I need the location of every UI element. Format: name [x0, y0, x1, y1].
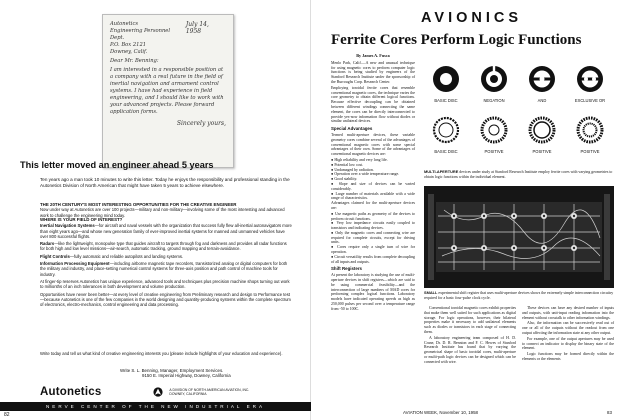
bullet-item: ● Only the magnetic cores and connecting wire are required for complete circuits, except for driving units. [331, 230, 415, 245]
field-item [40, 254, 292, 259]
article-column-1 [331, 54, 415, 313]
subheading: Special Advantages [331, 126, 373, 132]
section-label: AVIONICS [421, 10, 523, 26]
ad-headline: This letter moved an engineer ahead 5 years [20, 160, 214, 170]
positive-ring-diagram [575, 115, 605, 145]
paragraph: At present the laboratory is studying the use of multi-aperture devices in shift registers—which are said to be using commercial feasibility—and the interconnection of large numbers of MAD cores for performing complex logical functions. Laboratory models have indicated operating speeds as high as 250,000 pulses per second over a temperature range from -50 to 100C. [331, 273, 415, 311]
letter-date: July 14, 1958 [185, 21, 209, 35]
caption-text: experimental shift register that uses multi-aperture devices shows the extremely simple interconnection circuitry required for a basic four-pulse clock cycle. [424, 291, 614, 300]
bullet-item: ● Slope and size of devices can be varied considerably. [331, 181, 415, 191]
contact-line: Write S. L. Benning, Manager, Employment Services. [120, 368, 224, 373]
field-lead: Inertial Navigation Systems [40, 223, 95, 229]
north-american-emblem-icon [153, 387, 163, 397]
diagram-label: BASIC DISC [434, 98, 458, 103]
paragraph: Logic functions may be formed directly within the elements or the elements [522, 352, 614, 361]
autonetics-logo [40, 386, 249, 398]
paragraph: These devices can have any desired number of inputs and outputs, with unit-input reading information into the element without crosstalk to other information windings. [522, 306, 614, 320]
bullet-item: ● Cores require only a single turn of wire for operation. [331, 245, 415, 255]
contact-line: 9150 E. Imperial Highway, Downey, California [142, 373, 231, 379]
ad-section-fields [40, 217, 292, 307]
byline: By James A. Fusca [356, 53, 390, 58]
core-diagrams-figure [424, 60, 614, 168]
letter-address-line: Engineering Personnel Dept. [110, 28, 171, 41]
and-core-diagram [527, 64, 557, 94]
field-item [40, 292, 292, 308]
bullet-item: ● Operation over a wide temperature range. [331, 172, 400, 177]
bullet-item: ● Good stability. [331, 177, 358, 182]
letter-salutation: Dear Mr. Benning: [110, 58, 159, 64]
figure-caption [424, 291, 614, 301]
field-text: Opportunities have never been better—at every level of creative engineering from Preliminary research and design to Performance test—because Autonetics is one of the few companies in the world designing and quantity-producing systems within the complete spectrum of electronics, electro-mechanics, control engineering and data processing. [40, 291, 291, 308]
article-column-2 [424, 306, 516, 366]
field-text: At finger-tip reserves Autonetics has unique experience, advanced tools and techniques plus precision machine shops turning out work to millionths of an inch tolerances in both development and volume production. [40, 278, 290, 290]
ad-section-opportunities [40, 202, 292, 218]
paragraph: Also, the information can be successively read out of one or all of the outputs without the readout from one output affecting the information state at any other output. [522, 321, 614, 335]
letter-address [110, 21, 186, 56]
diagram-label: AND [537, 98, 547, 103]
bullet-item: ● Large number of materials available with a wide range of characteristics. [331, 191, 415, 201]
caption-text: devices under study at Stanford Research Institute employ ferrite cores with varying geometries to obtain logic functions within the individual element. [424, 170, 613, 179]
field-item [40, 241, 292, 252]
bullet-item: ● Use magnetic paths as geometry of the devices to perform circuit functions. [331, 211, 415, 221]
field-lead: Flight Controls [40, 253, 70, 259]
diagram-label: EXCLUSIVE OR [574, 98, 606, 103]
bullet-item: ● Circuit versatility results from complete decoupling of all inputs and outputs. [331, 254, 415, 264]
page-number: 82 [4, 412, 10, 418]
write-today-text: Write today and tell us what kind of creative engineering interests you (please include highlights of your education and experience). [40, 351, 283, 356]
letter-body: I am interested in a responsible position at a company with a real future in the field of inertial navigation and armament control systems. I have had experience in field engineering, and I should like to work with your advanced projects. Please forward application forms. [110, 67, 224, 115]
diagram-label: BASIC DISC [434, 149, 458, 154]
bullet-item: ● Very low impedance circuits easily coupled to transistors and indicating devices. [331, 221, 415, 231]
paragraph: Conventional toroidal magnetic cores exhibit properties that make them well suited for such applications as digital storage. For logic operations, however, their bilateral properties make it necessary to add unilateral elements such as diodes or transistors in each stage of connecting them. [424, 306, 516, 334]
publication-source: AVIATION WEEK, November 10, 1958 [403, 410, 478, 415]
field-item [40, 261, 292, 277]
field-lead: Radars [40, 241, 55, 247]
bullet-item: ● High reliability and very long life. [331, 157, 388, 162]
field-text: —like the lightweight, monopulse type that guides aircraft to targets through fog and darkness and provides all radar functions for both high and low level missions—air-search, automatic tracking, ground mapping and terrain-avoidance. [40, 241, 287, 252]
footer-banner: NERVE CENTER OF THE NEW INDUSTRIAL ERA [0, 402, 311, 411]
subheading: Shift Registers [331, 266, 362, 272]
paragraph: Employing toroidal ferrite cores that resemble conventional magnetic cores, the technique varies the core geometry to obtain different logical functions. Because effective decoupling can be obtained between different windings connecting the same element, the cores can be directly interconnected to provide yes-now information flow without diodes or similar unilateral devices. [331, 85, 415, 124]
article-column-3 [522, 306, 614, 363]
basic-disc-ring-diagram [431, 115, 461, 145]
handwritten-letter [102, 14, 234, 168]
bullet-item: ● Potential low cost. [331, 162, 364, 167]
field-text: —fully automatic and reliable autopilots and landing systems. [69, 253, 184, 259]
letter-address-line: P.O. Box 2121 [110, 42, 147, 48]
letter-address-line: Downey, Calif. [110, 49, 148, 55]
letter-signature: Sincerely yours, [176, 120, 226, 127]
contact-address [120, 368, 231, 379]
division-text [169, 388, 249, 396]
field-item [40, 223, 292, 239]
field-item [40, 279, 292, 290]
bullet-item: ● Undamaged by radiation. [331, 167, 374, 172]
section-heading: WHERE IS YOUR FIELD OF INTEREST? [40, 217, 123, 222]
paragraph: Termed multi-aperture devices, these variable geometry cores combine several of the advantages of conventional magnetic cores with some special advantages of their own. Some of the advantages of conventional magnetic devices are: [331, 132, 415, 157]
brand-name: Autonetics [40, 386, 102, 398]
diagram-label: NEGATION [483, 98, 505, 103]
ad-intro: Ten years ago a man took 10 minutes to write this letter. Today he enjoys the responsibility and professional standing in the Autonetics Division of North American that might have taken 5 years to achieve elsewhere. [40, 177, 290, 188]
basic-disc-core-diagram [431, 64, 461, 94]
exclusive-or-core-diagram [575, 64, 605, 94]
paragraph: A laboratory engineering team composed of H. D. Crane, Dr. D. R. Bennion and F. C. Hewes of Stanford Research Institute has found that by varying the geometrical shape of basic toroidal cores, multi-aperture or multi-path logic devices can be designed which can be connected with wire. [424, 335, 516, 364]
field-text: —for aircraft and naval vessels with the organization that success fully flew all-inertial autonavigators more than eight years ago—and whose new generation family of ever-improved inertial systems for manned and unmanned vehicles have over 800 successful flights. [40, 223, 292, 239]
diagram-label: POSITIVE [532, 149, 552, 154]
paragraph: Advantages claimed for the multi-aperture devices are: [331, 201, 415, 210]
division-line: DOWNEY, CALIFORNIA [169, 392, 207, 396]
section-text: Now under way at Autonetics are over 100 projects—military and non-military—involving some of the most interesting and advanced work to challenge the engineering mind today. [40, 207, 285, 218]
caption-lead: SMALL [424, 290, 438, 295]
negation-core-diagram [479, 64, 509, 94]
letter-address-line: Autonetics [110, 21, 139, 27]
bullet-list [331, 212, 415, 265]
bullet-list [331, 158, 415, 201]
article-headline: Ferrite Cores Perform Logic Functions [331, 32, 582, 48]
shift-register-photo [424, 186, 614, 288]
field-lead: Information Processing Equipment [40, 261, 110, 267]
positive-ring-diagram [527, 115, 557, 145]
diagram-label: POSITIVE [580, 149, 600, 154]
field-text: —including airborne magnetic tape recorders, transistorized analog or digital computers for both the military and industry, and place-setting numerical control systems for three-axis position and path control of machine tools for industry. [40, 261, 288, 277]
division-line: A DIVISION OF NORTH AMERICAN AVIATION, INC. [169, 388, 250, 392]
section-heading: THE 20TH CENTURY'S MOST INTERESTING OPPORTUNITIES FOR THE CREATIVE ENGINEER [40, 202, 237, 207]
page-number: 83 [607, 410, 612, 415]
right-page [311, 0, 622, 420]
figure-caption [424, 170, 614, 180]
paragraph: Menlo Park, Calif.—A new and unusual technique for using magnetic cores to perform computer logic functions is being studied by engineers of the Stanford Research Institute under the sponsorship of the Burroughs Corp. Research Center. [331, 60, 415, 84]
paragraph: For example, one of the output apertures may be used to connect an indicator to display the binary state of the element. [522, 336, 614, 351]
positive-ring-diagram [479, 115, 509, 145]
caption-lead: MULTI-APERTURE [424, 169, 459, 174]
diagram-label: POSITIVE [484, 149, 504, 154]
